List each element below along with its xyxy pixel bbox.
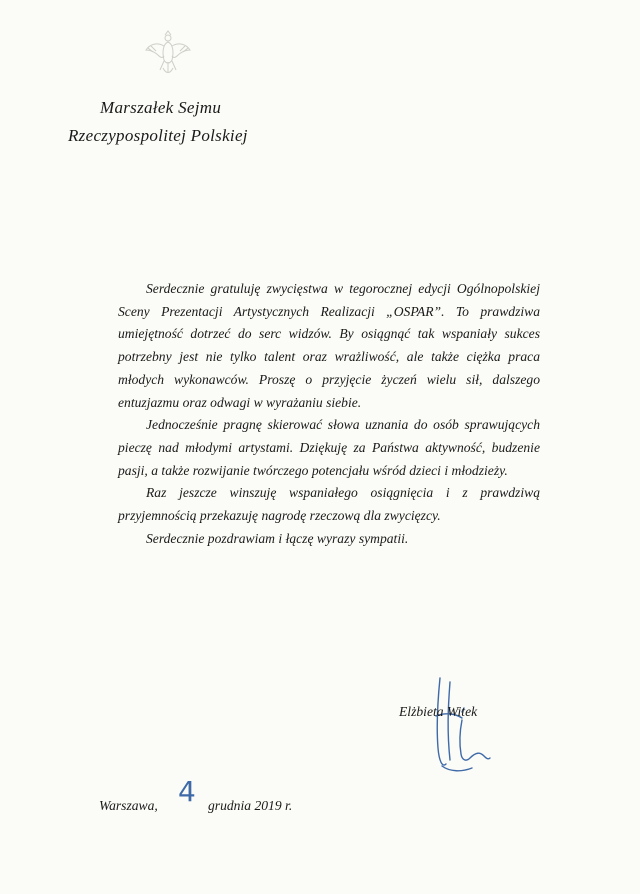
paragraph: Raz jeszcze winszuję wspaniałego osiągnięcia i z prawdziwą przyjemnością przekazuję nagrodę rzeczową dla zwycięzcy. [118, 485, 540, 524]
date-month-year: grudnia 2019 r. [208, 798, 293, 813]
paragraph: Serdecznie pozdrawiam i łączę wyrazy sympatii. [146, 530, 409, 546]
date-day: 4 [178, 775, 196, 808]
handwritten-signature [428, 668, 492, 776]
paragraph: Jednocześnie pragnę skierować słowa uznania do osób sprawujących pieczę nad młodymi artystami. Dziękuję za Państwa aktywność, budzenie pasji, a także rozwijanie twórczego potencjału wśród dzieci i młodzieży. [118, 417, 540, 478]
paragraph: Serdecznie gratuluję zwycięstwa w tegorocznej edycji Ogólnopolskiej Sceny Prezentacji Artystycznych Realizacji „OSPAR”. To prawdziwa umiejętność dotrzeć do serc widzów. By osiągnąć tak wspaniały sukces potrzebny jest nie tylko talent oraz wrażliwość, ale także ciężka praca młodych wykonawców. Proszę o przyjęcie życzeń wielu sił, dalszego entuzjazmu oraz odwagi w wyrażaniu siebie. [118, 281, 540, 410]
letterhead-title: Marszałek Sejmu [100, 98, 222, 117]
letterhead-subtitle: Rzeczypospolitej Polskiej [68, 126, 248, 145]
letter-body [118, 278, 540, 550]
white-eagle-emblem-icon [143, 28, 193, 78]
signer-name: Elżbieta Witek [399, 704, 478, 719]
date-place: Warszawa, [99, 798, 158, 813]
